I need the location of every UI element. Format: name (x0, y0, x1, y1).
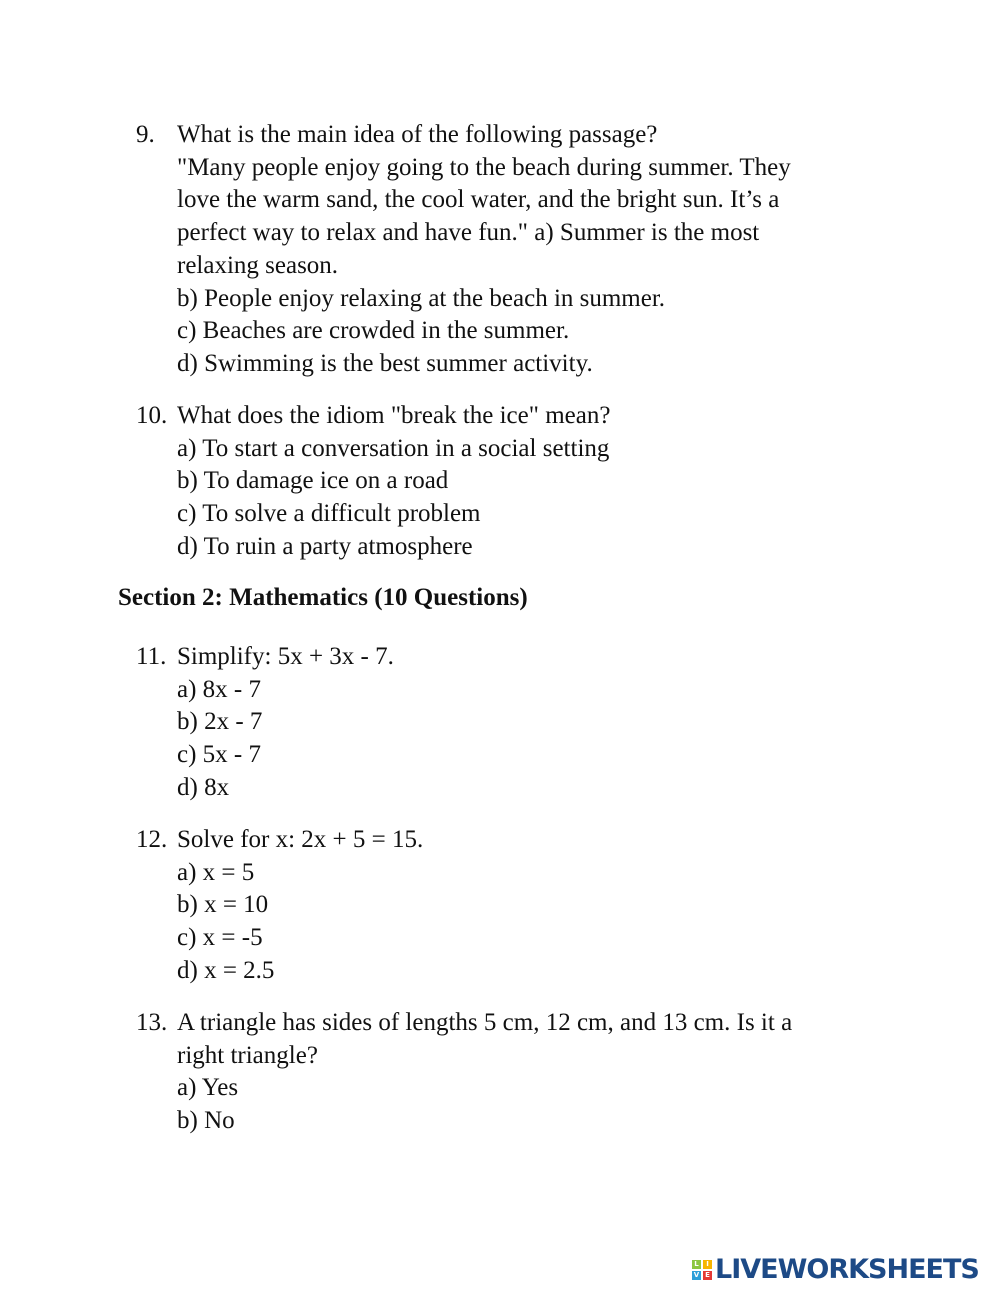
question-line: c) x = -5 (177, 924, 263, 952)
question-number: 10. (136, 402, 168, 429)
question-12 (136, 824, 896, 988)
question-line: a) Yes (177, 1074, 239, 1102)
question-line: d) x = 2.5 (177, 956, 275, 984)
question-text: A triangle has sides of lengths 5 cm, 12 cm, and 13 cm. Is it a (177, 1009, 793, 1036)
question-line: a) To start a conversation in a social setting (177, 434, 610, 462)
question-text: What does the idiom "break the ice" mean? (177, 402, 611, 429)
section-heading: Section 2: Mathematics (10 Questions) (118, 584, 528, 611)
question-line: b) x = 10 (177, 891, 269, 919)
question-line: b) 2x - 7 (177, 708, 263, 736)
question-line: d) To ruin a party atmosphere (177, 532, 473, 560)
question-body (177, 400, 896, 564)
question-text: Solve for x: 2x + 5 = 15. (177, 826, 424, 853)
question-line: c) Beaches are crowded in the summer. (177, 317, 570, 345)
question-line: a) x = 5 (177, 858, 255, 886)
logo-tile: E (703, 1271, 712, 1280)
question-10 (136, 400, 896, 564)
logo-tile: L (692, 1260, 701, 1269)
question-text: What is the main idea of the following passage? (177, 121, 658, 148)
question-line: b) To damage ice on a road (177, 467, 449, 495)
question-line: b) No (177, 1107, 235, 1135)
question-line: c) 5x - 7 (177, 741, 261, 769)
logo-tile: I (703, 1260, 712, 1269)
liveworksheets-logo (692, 1254, 979, 1285)
question-11 (136, 641, 896, 805)
question-line: perfect way to relax and have fun." a) Summer is the most (177, 219, 760, 247)
question-line: d) 8x (177, 773, 230, 801)
question-line: love the warm sand, the cool water, and the bright sun. It’s a (177, 186, 780, 214)
question-9 (136, 119, 896, 381)
question-number: 11. (136, 643, 167, 670)
question-body (177, 1007, 896, 1138)
question-line: d) Swimming is the best summer activity. (177, 349, 593, 377)
question-line: b) People enjoy relaxing at the beach in summer. (177, 284, 666, 312)
question-line: right triangle? (177, 1041, 318, 1069)
question-line: c) To solve a difficult problem (177, 500, 481, 528)
question-13 (136, 1007, 896, 1138)
question-line: relaxing season. (177, 251, 339, 279)
question-number: 13. (136, 1009, 168, 1036)
question-body (177, 641, 896, 805)
logo-tiles-icon (692, 1260, 712, 1280)
question-text: Simplify: 5x + 3x - 7. (177, 643, 394, 670)
question-number: 9. (136, 121, 155, 148)
question-line: a) 8x - 7 (177, 675, 261, 703)
logo-tile: V (693, 1270, 700, 1279)
question-number: 12. (136, 826, 168, 853)
question-body (177, 824, 896, 988)
question-body (177, 119, 896, 381)
logo-text: LIVEWORKSHEETS (715, 1254, 979, 1285)
question-line: "Many people enjoy going to the beach during summer. They (177, 153, 791, 181)
